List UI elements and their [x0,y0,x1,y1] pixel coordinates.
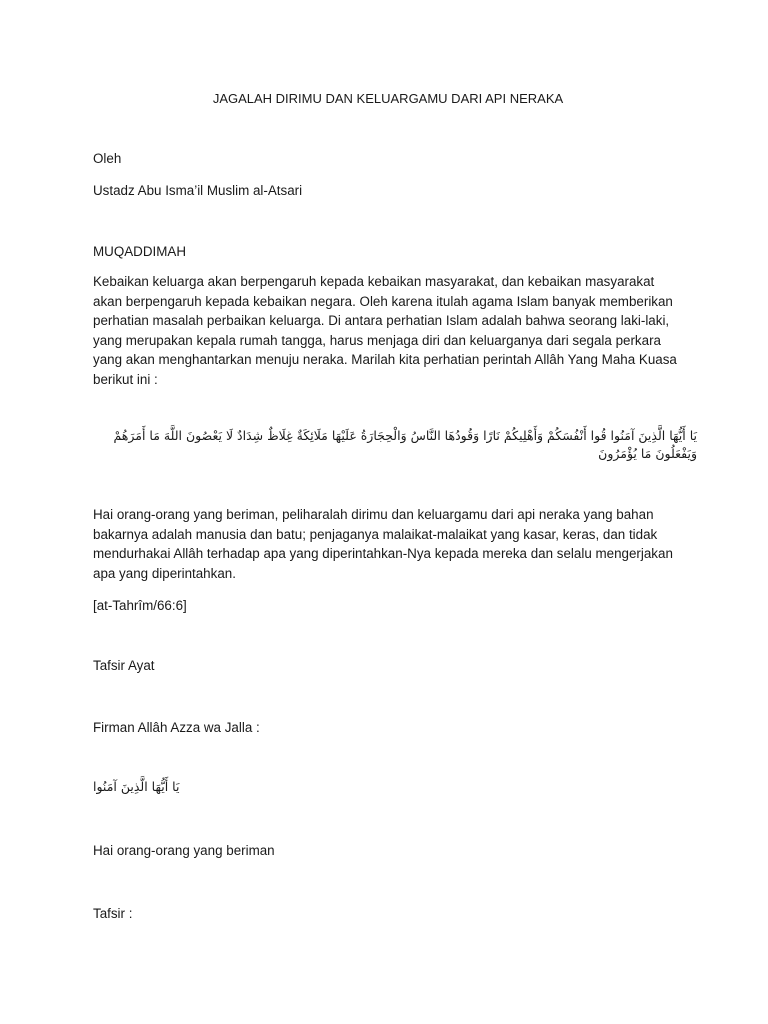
phrase-translation: Hai orang-orang yang beriman [93,843,275,858]
tafsir-label: Tafsir : [93,906,133,921]
author-name: Ustadz Abu Isma’il Muslim al-Atsari [93,183,303,198]
document-title: JAGALAH DIRIMU DAN KELUARGAMU DARI API NERAKA [212,91,564,106]
tafsir-heading: Tafsir Ayat [93,658,155,673]
phrase-arabic-text: يَا أَيُّهَا الَّذِينَ آمَنُوا [93,779,180,794]
by-label: Oleh [93,151,122,166]
firman-label: Firman Allâh Azza wa Jalla : [93,720,260,735]
document-page [93,0,697,1024]
verse-arabic-text: يَا أَيُّهَا الَّذِينَ آمَنُوا قُوا أَنْفُسَكُمْ وَأَهْلِيكُمْ نَارًا وَقُودُهَا النَّاسُ وَالْحِجَارَةُ عَلَيْهَا مَلَائِكَةٌ غِلَاظٌ شِدَادٌ لَا يَعْصُونَ اللَّهَ مَا أَمَرَهُمْ وَيَفْعَلُونَ مَا يُؤْمَرُونَ [113,428,697,461]
intro-paragraph: Kebaikan keluarga akan berpengaruh kepada kebaikan masyarakat, dan kebaikan masyarakat akan berpengaruh kepada kebaikan negara. Oleh karena itulah agama Islam banyak memberikan perhatian masalah perbaikan keluarga. Di antara perhatian Islam adalah bahwa seorang laki-laki, yang merupakan kepala rumah tangga, harus menjaga diri dan keluarganya dari segala perkara yang akan menghantarkan menuju neraka. Marilah kita perhatian perintah Allâh Yang Maha Kuasa berikut ini : [93,274,677,387]
section-heading: MUQADDIMAH [93,244,186,259]
verse-translation: Hai orang-orang yang beriman, peliharalah dirimu dan keluargamu dari api neraka yang bahan bakarnya adalah manusia dan batu; penjaganya malaikat-malaikat yang kasar, keras, dan tidak mendurhakai Allâh terhadap apa yang diperintahkan-Nya kepada mereka dan selalu mengerjakan apa yang diperintahkan. [93,507,673,581]
verse-reference: [at-Tahrîm/66:6] [93,598,187,613]
